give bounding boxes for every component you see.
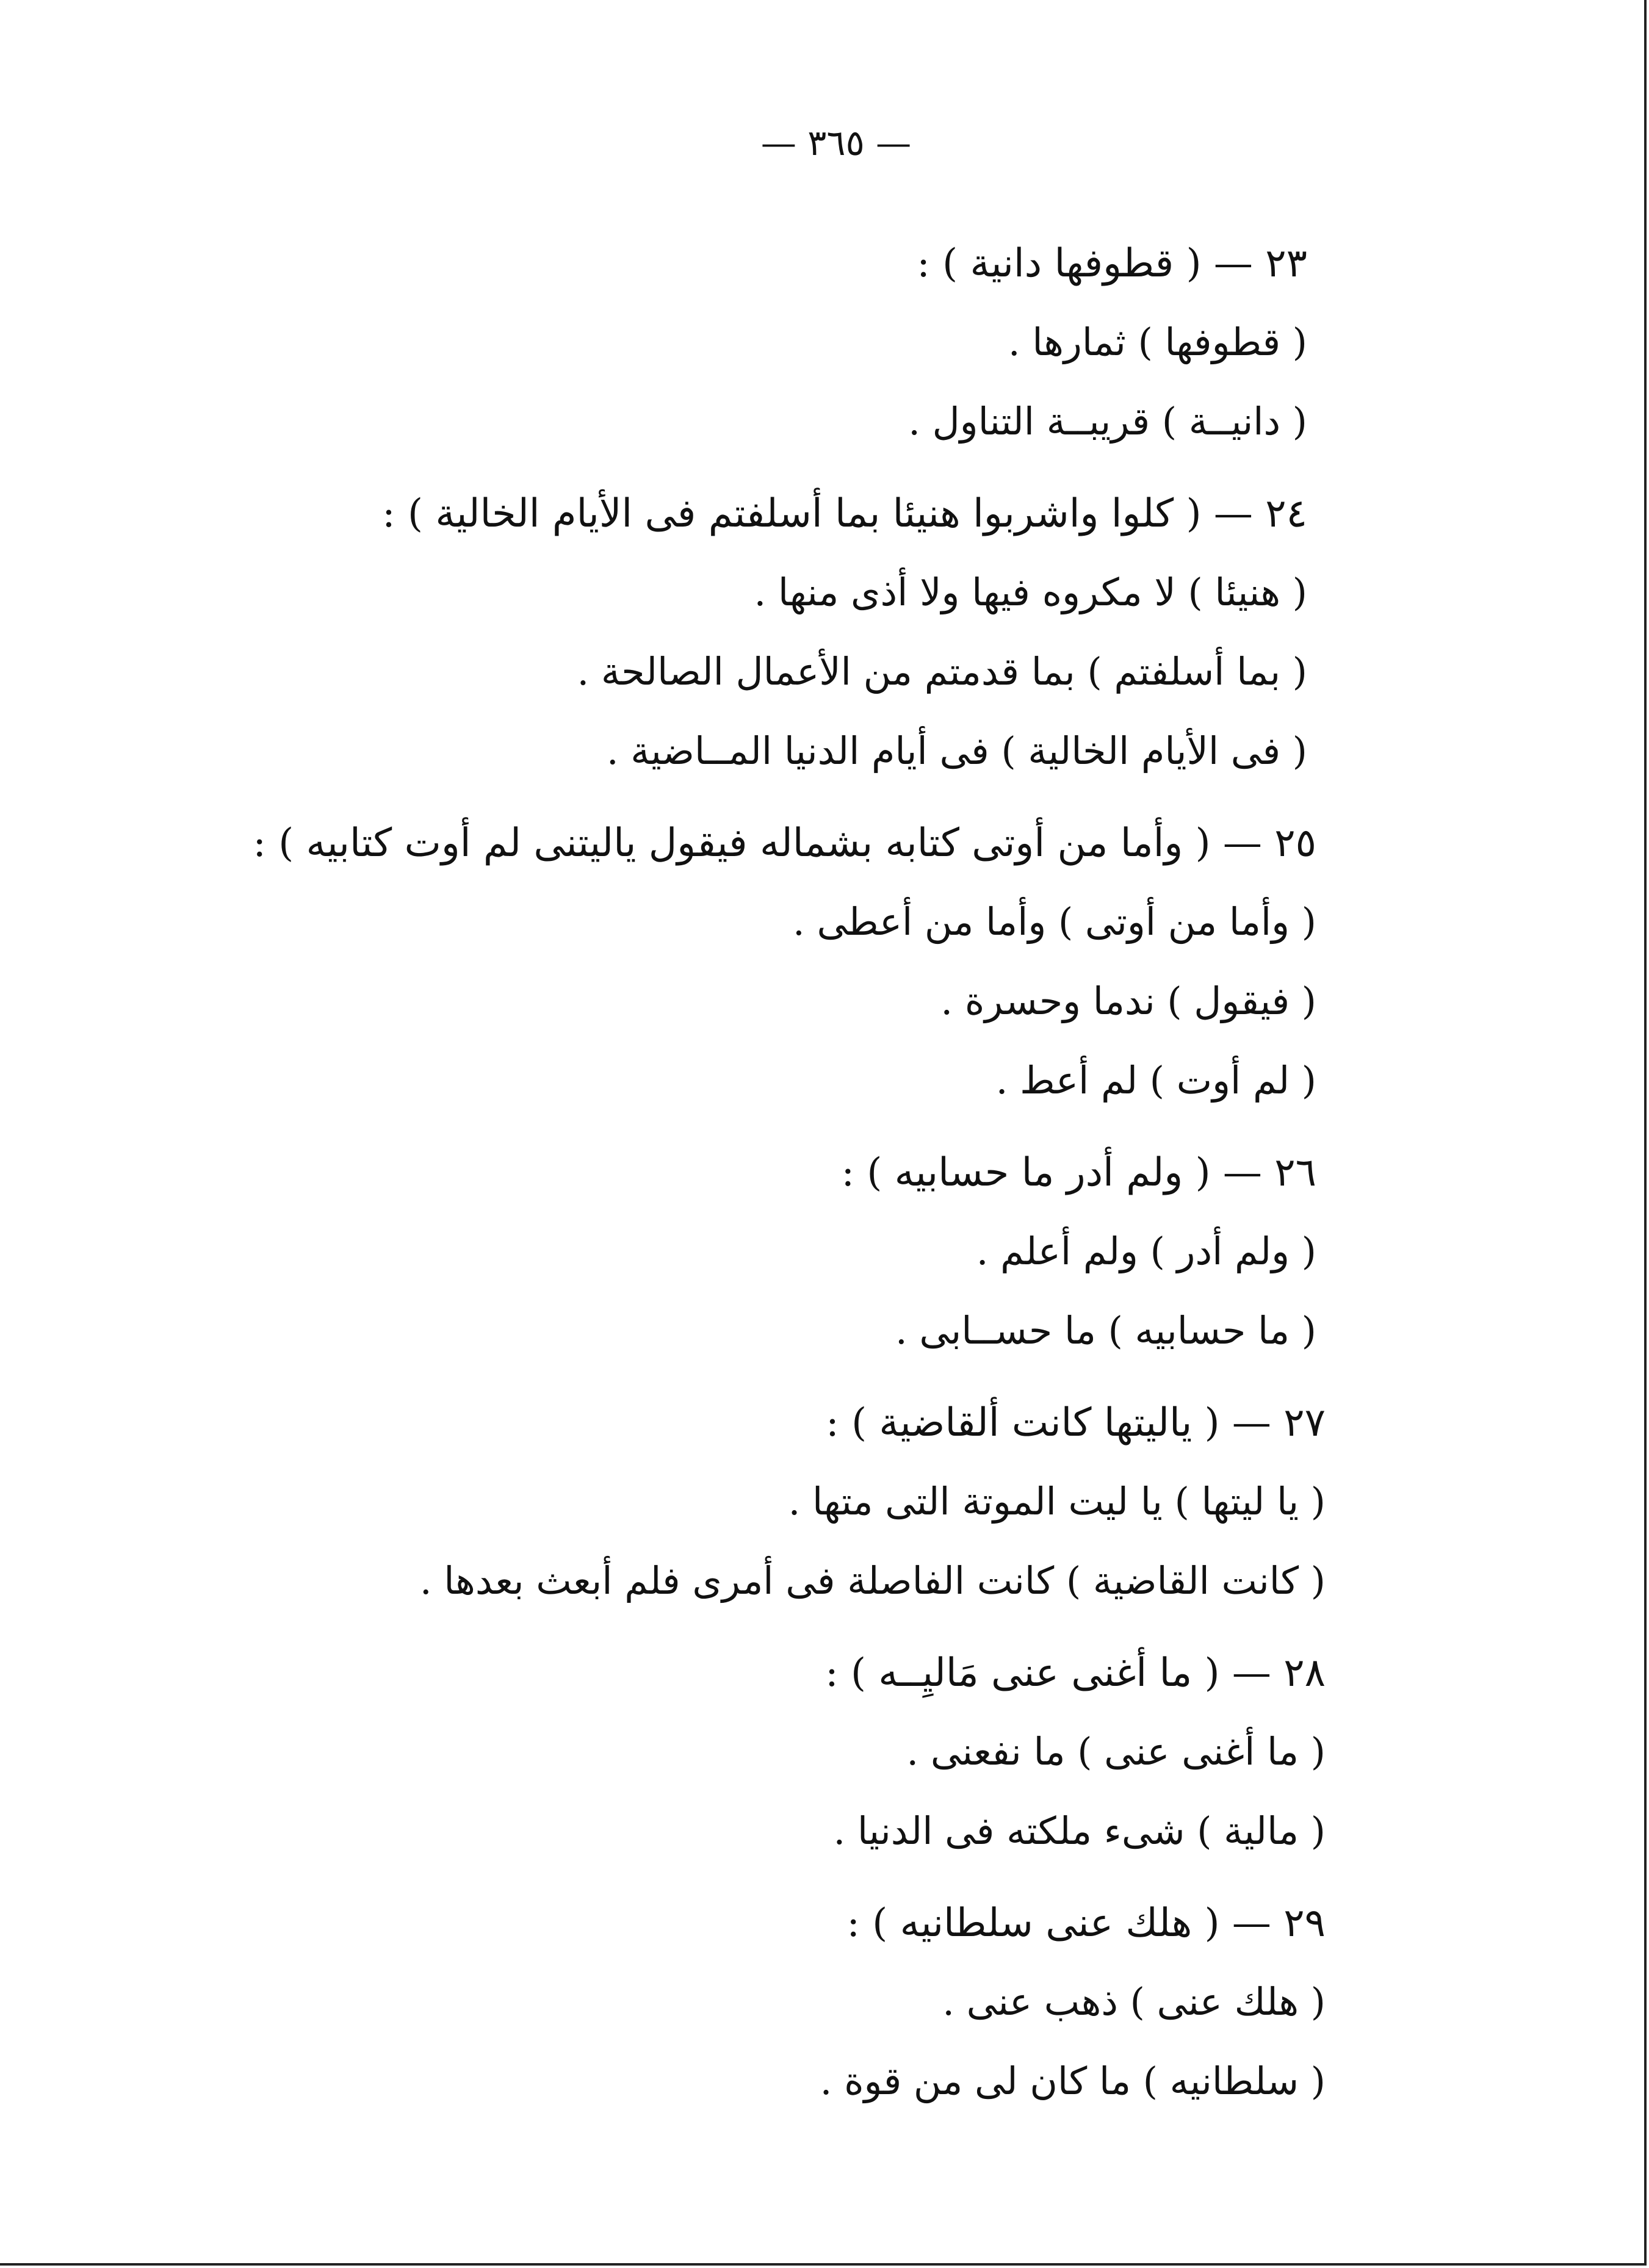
gloss-line: ( بما أسلفتم ) بما قدمتم من الأعمال الصالحة . — [577, 649, 1307, 694]
gloss-line: ( مالية ) شىء ملكته فى الدنيا . — [833, 1809, 1326, 1853]
gloss-line: ( ولم أدر ) ولم أعلم . — [976, 1229, 1316, 1273]
gloss-line: ( دانيــة ) قريبــة التناول . — [908, 399, 1307, 444]
verse-heading: ٢٤ — ( كلوا واشربوا هنيئا بما أسلفتم فى الأيام الخالية ) : — [382, 491, 1307, 536]
gloss-line: ( فيقول ) ندما وحسرة . — [940, 979, 1316, 1023]
verse-heading: ٢٨ — ( ما أغنى عنى مَاليِــه ) : — [825, 1651, 1326, 1696]
verse-heading: ٢٣ — ( قطوفها دانية ) : — [917, 241, 1307, 286]
verse-heading: ٢٩ — ( هلك عنى سلطانيه ) : — [846, 1901, 1326, 1946]
verse-heading: ٢٥ — ( وأما من أوتى كتابه بشماله فيقول ياليتنى لم أوت كتابيه ) : — [253, 821, 1316, 866]
gloss-line: ( ما أغنى عنى ) ما نفعنى . — [906, 1729, 1326, 1774]
gloss-line: ( كانت القاضية ) كانت الفاصلة فى أمرى فلم أبعث بعدها . — [419, 1558, 1326, 1603]
gloss-line: ( ما حسابيه ) ما حســابى . — [895, 1308, 1316, 1353]
verse-heading: ٢٦ — ( ولم أدر ما حسابيه ) : — [841, 1150, 1316, 1195]
gloss-line: ( لم أوت ) لم أعط . — [995, 1058, 1316, 1103]
gloss-line: ( قطوفها ) ثمارها . — [1008, 320, 1307, 364]
gloss-line: ( هلك عنى ) ذهب عنى . — [942, 1979, 1326, 2024]
gloss-line: ( وأما من أوتى ) وأما من أعطى . — [793, 899, 1316, 944]
verse-heading: ٢٧ — ( ياليتها كانت ألقاضية ) : — [826, 1400, 1326, 1445]
gloss-line: ( هنيئا ) لا مكروه فيها ولا أذى منها . — [754, 570, 1307, 614]
gloss-line: ( يا ليتها ) يا ليت الموتة التى متها . — [788, 1479, 1326, 1524]
gloss-line: ( فى الأيام الخالية ) فى أيام الدنيا المــاضية . — [606, 729, 1307, 773]
gloss-line: ( سلطانيه ) ما كان لى من قوة . — [820, 2059, 1326, 2103]
page-number: — ٣٦٥ — — [760, 122, 912, 164]
